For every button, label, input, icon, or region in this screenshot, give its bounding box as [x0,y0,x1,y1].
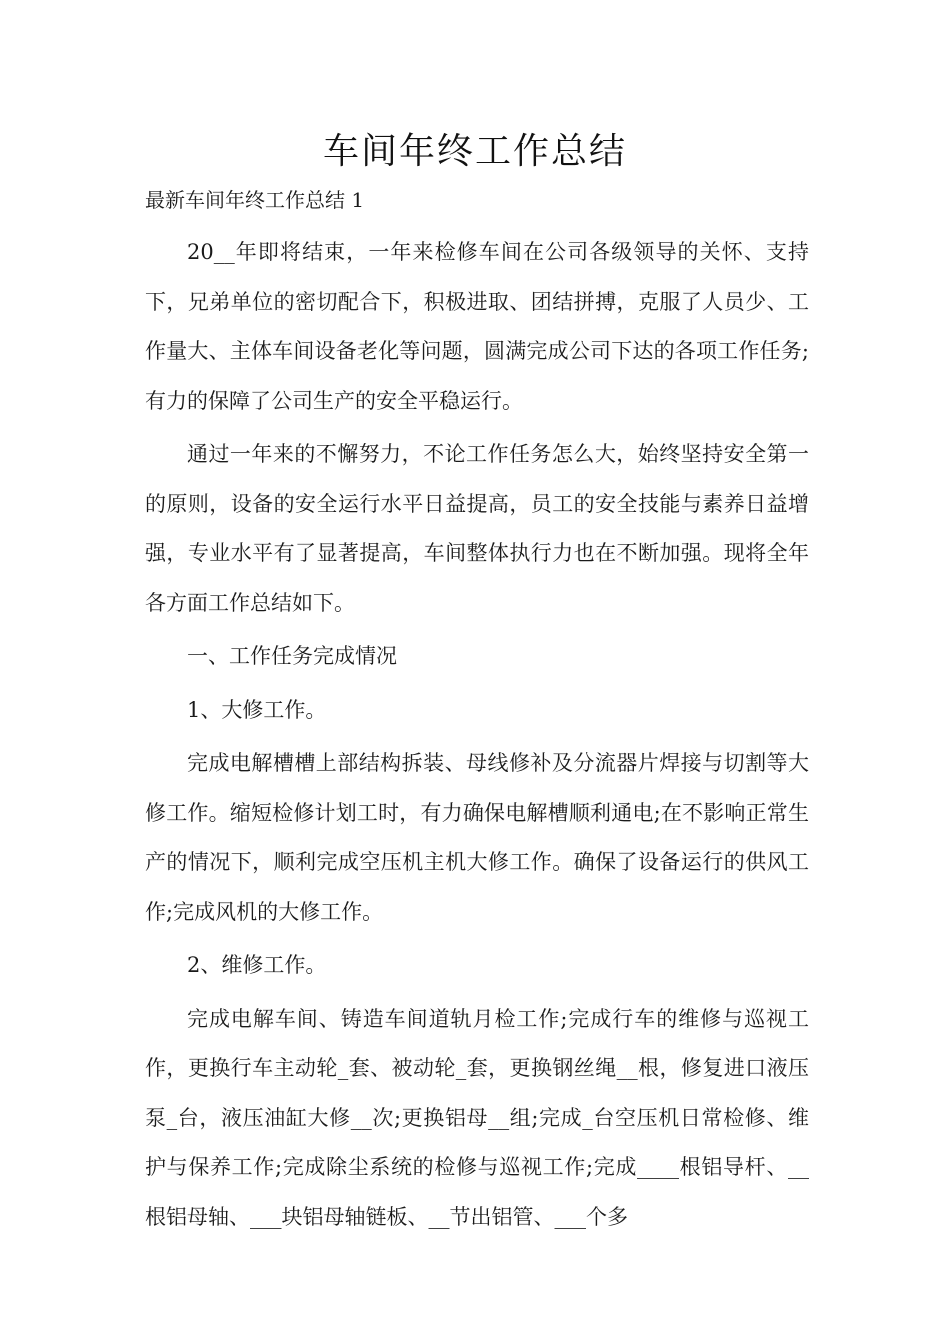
paragraph-summary: 通过一年来的不懈努力，不论工作任务怎么大，始终坚持安全第一的原则，设备的安全运行水平日益提高，员工的安全技能与素养日益增强，专业水平有了显著提高，车间整体执行力也在不断加强。现将全年各方面工作总结如下。 [145,442,809,615]
paragraph-overhaul: 完成电解槽槽上部结构拆装、母线修补及分流器片焊接与切割等大修工作。缩短检修计划工时，有力确保电解槽顺利通电;在不影响正常生产的情况下，顺利完成空压机主机大修工作。确保了设备运行的供风工作;完成风机的大修工作。 [145,751,809,924]
section-heading-task-completion: 一、工作任务完成情况 [187,644,397,668]
subsection-heading-overhaul: 1、大修工作。 [187,697,327,722]
document-subtitle: 最新车间年终工作总结 1 [145,188,365,212]
document-title: 车间年终工作总结 [322,131,627,172]
paragraph-maintenance: 完成电解车间、铸造车间道轨月检工作;完成行车的维修与巡视工作，更换行车主动轮_套、被动轮_套，更换钢丝绳__根，修复进口液压泵_台，液压油缸大修__次;更换铝母__组;完成_台空压机日常检修、维护与保养工作;完成除尘系统的检修与巡视工作;完成____根铝导杆、__根铝母轴、___块铝母轴链板、__节出铝管、___个多 [145,1006,809,1229]
subsection-heading-maintenance: 2、维修工作。 [187,953,327,977]
document-body [145,228,809,1246]
paragraph-intro: 20__年即将结束，一年来检修车间在公司各级领导的关怀、支持下，兄弟单位的密切配合下，积极进取、团结拼搏，克服了人员少、工作量大、主体车间设备老化等问题，圆满完成公司下达的各项工作任务;有力的保障了公司生产的安全平稳运行。 [145,240,809,413]
